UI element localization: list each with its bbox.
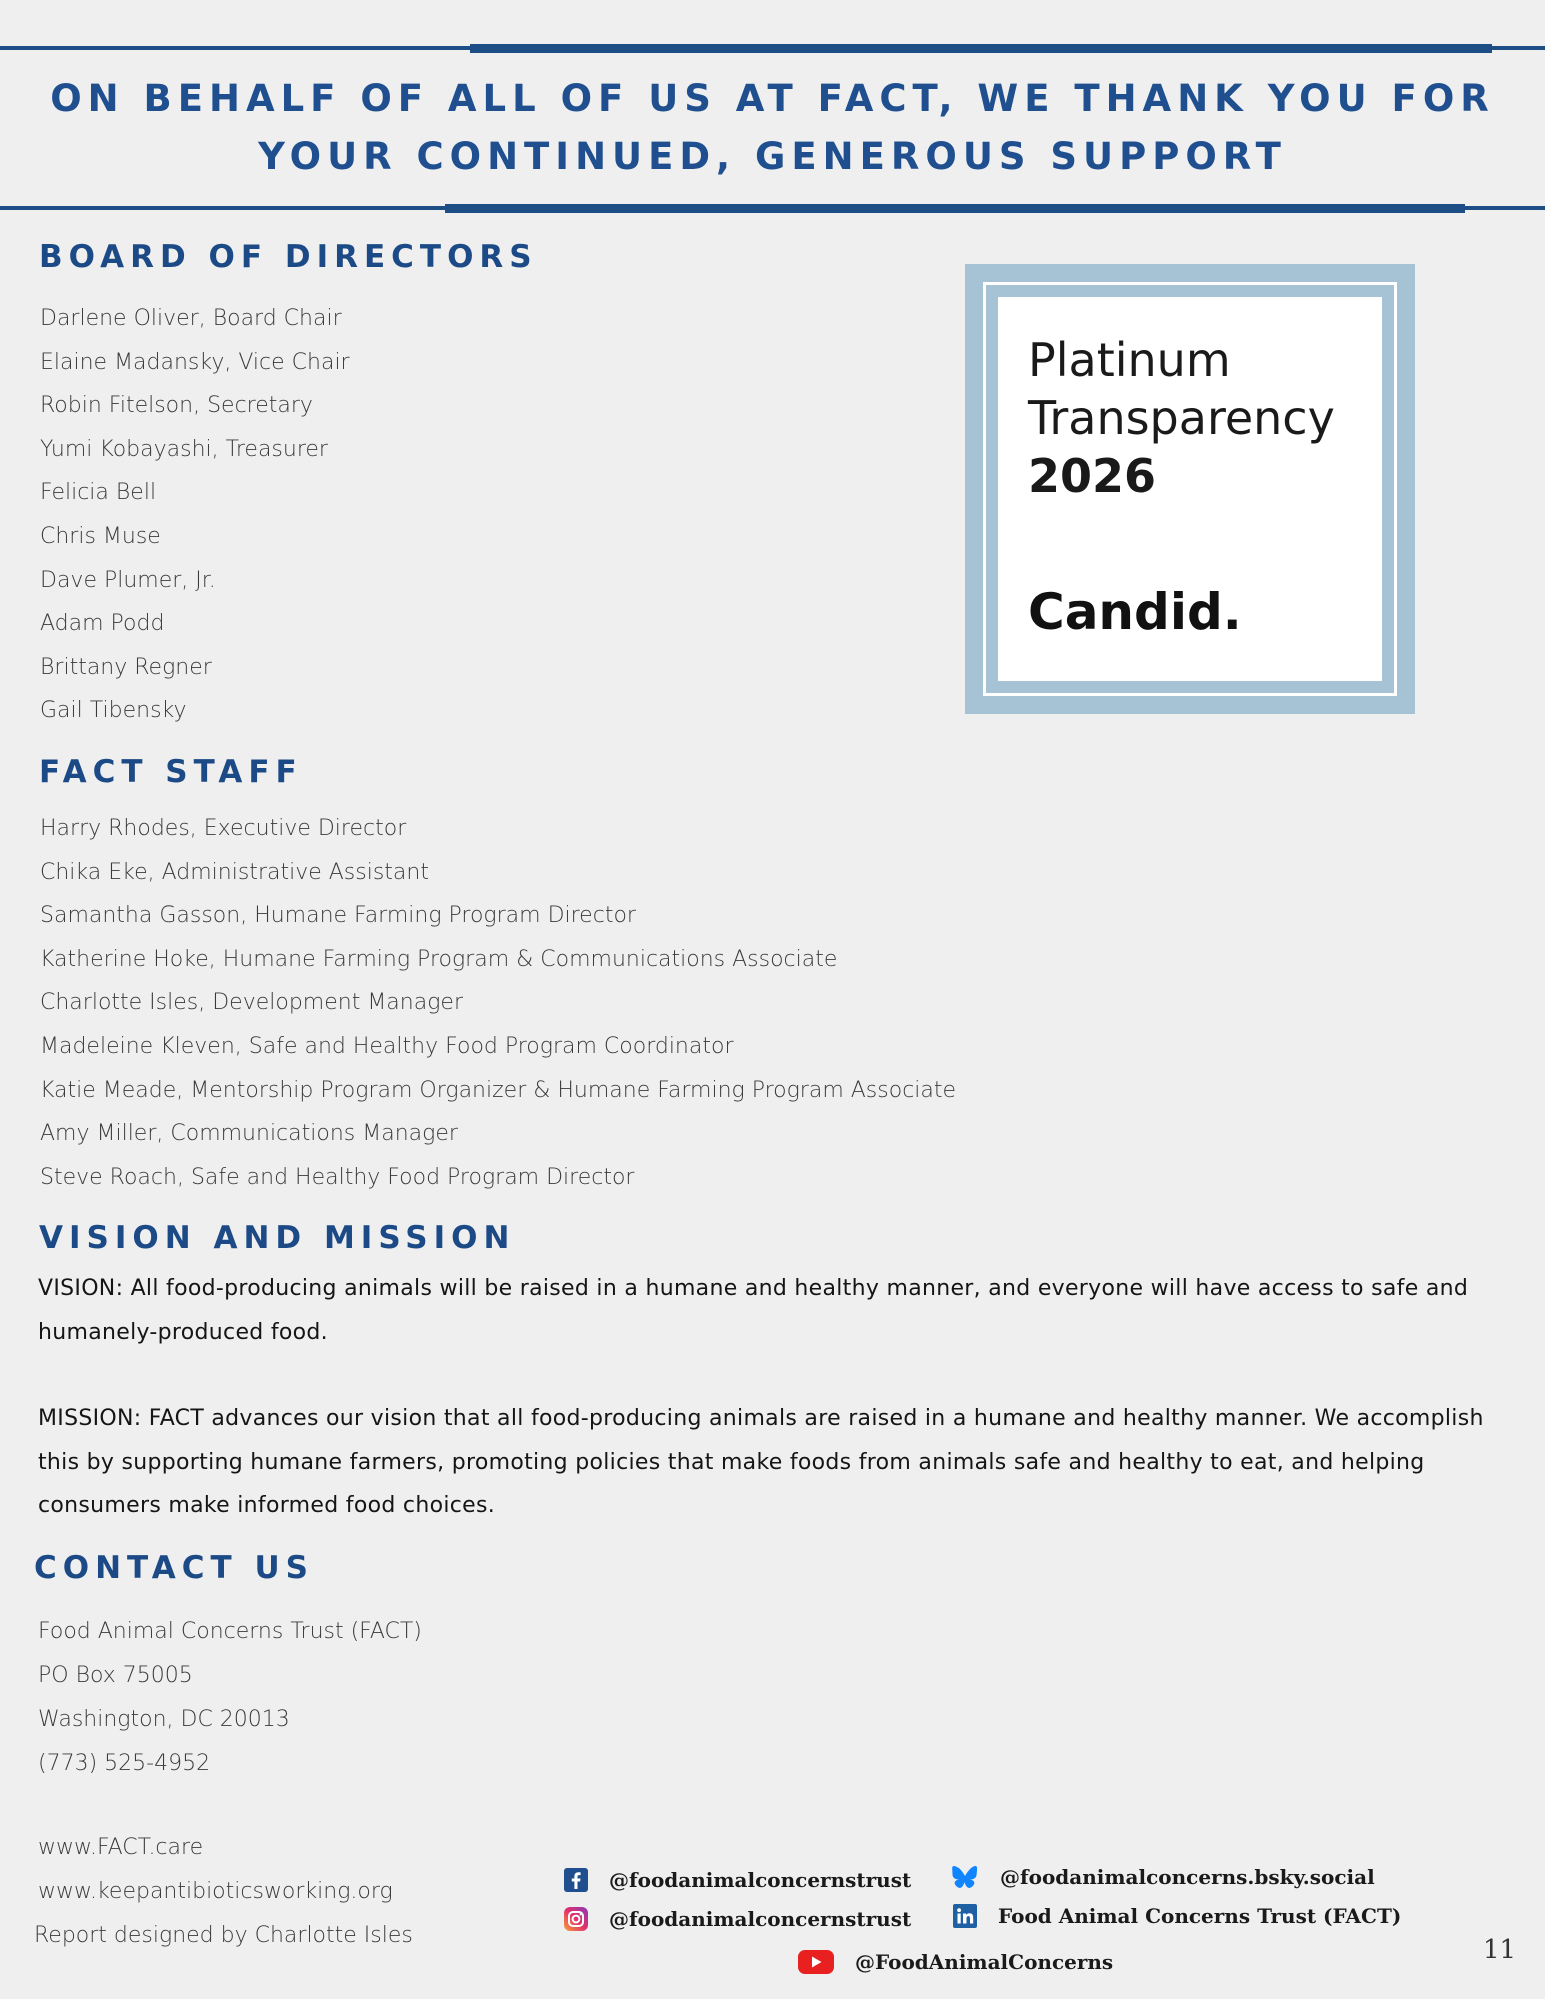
facebook-icon: [563, 1867, 589, 1893]
instagram-handle: @foodanimalconcernstrust: [609, 1907, 912, 1931]
badge-level: Platinum: [1028, 333, 1231, 387]
board-member: Elaine Madansky, Vice Chair: [40, 349, 350, 375]
bluesky-handle: @foodanimalconcerns.bsky.social: [1000, 1865, 1375, 1889]
staff-title: FACT STAFF: [39, 754, 303, 790]
contact-line: Food Animal Concerns Trust (FACT): [38, 1619, 422, 1644]
banner-line-2: YOUR CONTINUED, GENEROUS SUPPORT: [258, 135, 1287, 178]
staff-member: Chika Eke, Administrative Assistant: [40, 859, 429, 885]
website-kaw-link[interactable]: www.keepantibioticsworking.org: [38, 1879, 393, 1904]
staff-member: Samantha Gasson, Humane Farming Program Director: [40, 903, 636, 929]
vision-statement: VISION: All food-producing animals will be raised in a humane and healthy manner, and everyone will have access to safe and humanely-produced food.: [38, 1276, 1469, 1345]
header-rule-bottom-thick: [445, 204, 1465, 213]
mission-statement: MISSION: FACT advances our vision that all food-producing animals are raised in a humane and healthy manner. We accomplish this by supporting humane farmers, promoting policies that make foods from animals safe and healthy to eat, and helping consumers make informed food choices.: [38, 1406, 1484, 1518]
header-rule-top-thick: [470, 44, 1492, 53]
board-member: Gail Tibensky: [40, 698, 187, 724]
design-credit: Report designed by Charlotte Isles: [34, 1923, 413, 1948]
board-member: Darlene Oliver, Board Chair: [40, 306, 342, 331]
board-list: [40, 297, 350, 733]
badge-frame: [983, 282, 1397, 696]
contact-title: CONTACT US: [34, 1550, 314, 1586]
banner-line-1: ON BEHALF OF ALL OF US AT FACT, WE THANK YOU FOR: [50, 77, 1495, 120]
board-member: Felicia Bell: [40, 480, 157, 506]
staff-list: [40, 807, 956, 1199]
contact-line: PO Box 75005: [38, 1663, 193, 1688]
badge-seal-name: Transparency: [1028, 391, 1335, 445]
youtube-icon: [797, 1949, 835, 1975]
social-facebook[interactable]: [563, 1867, 911, 1893]
staff-member: Amy Miller, Communications Manager: [40, 1121, 458, 1147]
linkedin-handle: Food Animal Concerns Trust (FACT): [998, 1904, 1402, 1928]
contact-address: [38, 1610, 422, 1786]
staff-member: Katherine Hoke, Humane Farming Program & Communications Associate: [40, 946, 838, 972]
social-bluesky[interactable]: [950, 1864, 1375, 1890]
social-youtube[interactable]: [797, 1949, 1113, 1975]
board-member: Dave Plumer, Jr.: [40, 567, 216, 593]
youtube-handle: @FoodAnimalConcerns: [855, 1950, 1114, 1974]
candid-logo: Candid.: [1028, 583, 1242, 641]
badge-year: 2026: [1028, 449, 1157, 503]
vision-mission-title: VISION AND MISSION: [39, 1220, 516, 1256]
staff-member: Madeleine Kleven, Safe and Healthy Food Program Coordinator: [40, 1033, 734, 1059]
board-member: Yumi Kobayashi, Treasurer: [40, 436, 328, 462]
website-fact-link[interactable]: www.FACT.care: [38, 1835, 204, 1860]
badge-panel: [998, 297, 1382, 681]
social-instagram[interactable]: [563, 1906, 911, 1932]
page-number: 11: [1483, 1935, 1517, 1965]
candid-transparency-badge: [965, 264, 1415, 714]
board-member: Brittany Regner: [40, 654, 212, 680]
bluesky-icon: [950, 1864, 980, 1890]
board-member: Chris Muse: [40, 523, 161, 549]
staff-member: Steve Roach, Safe and Healthy Food Program Director: [40, 1164, 635, 1190]
staff-member: Charlotte Isles, Development Manager: [40, 990, 463, 1016]
board-member: Adam Podd: [40, 611, 165, 637]
contact-line: Washington, DC 20013: [38, 1707, 290, 1732]
instagram-icon: [563, 1906, 589, 1932]
thank-you-banner: [0, 70, 1545, 186]
board-member: Robin Fitelson, Secretary: [40, 393, 313, 419]
staff-member: Katie Meade, Mentorship Program Organizer & Humane Farming Program Associate: [40, 1077, 957, 1103]
linkedin-icon: [952, 1903, 978, 1929]
contact-line: (773) 525-4952: [38, 1751, 211, 1776]
staff-member: Harry Rhodes, Executive Director: [40, 816, 407, 841]
facebook-handle: @foodanimalconcernstrust: [609, 1868, 912, 1892]
board-title: BOARD OF DIRECTORS: [39, 239, 538, 275]
social-linkedin[interactable]: [952, 1903, 1401, 1929]
